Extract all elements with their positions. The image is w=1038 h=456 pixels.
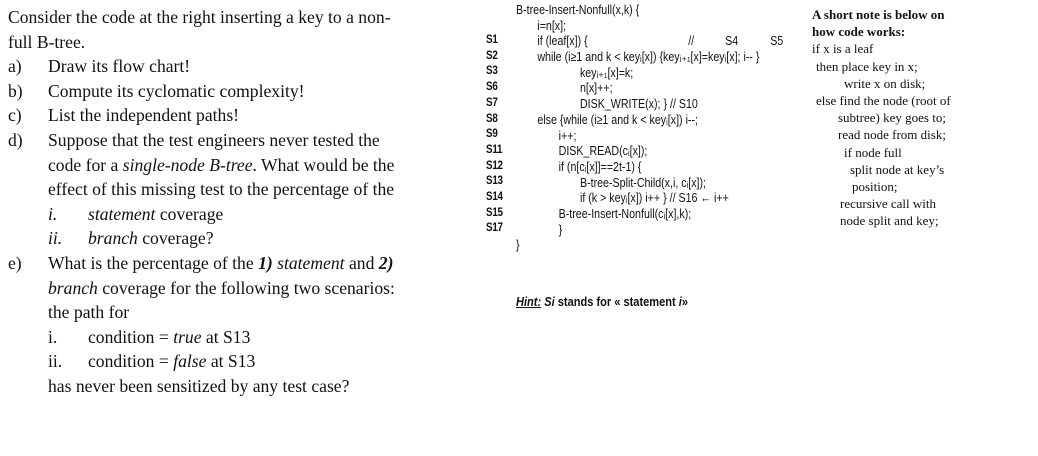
item-d-line-2-pre: code for a: [48, 154, 123, 175]
item-d-i: [8, 202, 478, 227]
item-a-text: Draw its flow chart!: [48, 56, 191, 77]
hint-post: »: [681, 294, 688, 309]
code-note: [812, 6, 982, 230]
hint-si: Si: [544, 294, 555, 309]
item-e-line-1-pre: What is the percentage of the: [48, 252, 259, 273]
note-line: then place key in x;: [816, 58, 918, 74]
hint-mid: stands for « statement: [554, 294, 679, 309]
item-e-line-2-em: branch: [48, 277, 98, 298]
code-line: i=n[x];: [537, 17, 567, 33]
question-text: [8, 5, 478, 399]
item-e-i-label: i.: [48, 326, 58, 347]
item-d-line-2-post: . What would be the: [252, 154, 395, 175]
item-e-line-3: the path for: [48, 302, 130, 323]
code-listing: [516, 2, 784, 253]
item-e-line-1-em2: statement: [277, 252, 345, 273]
item-c-label: c): [8, 105, 22, 126]
note-line: if node full: [844, 144, 902, 160]
statement-label: S2: [486, 47, 498, 62]
code-header: B-tree-Insert-Nonfull(x,k) {: [516, 2, 640, 17]
statement-label: S6: [486, 79, 498, 94]
item-b-text: Compute its cyclomatic complexity!: [48, 80, 305, 101]
note-line: split node at key’s: [850, 161, 945, 177]
statement-label: S17: [486, 220, 503, 235]
code-s5-label: S5: [770, 33, 784, 49]
statement-label: S8: [486, 110, 498, 125]
statement-label: S13: [486, 173, 503, 188]
item-d-line-1: Suppose that the test engineers never tested the: [48, 129, 380, 150]
code-line: while (i≥1 and k < keyᵢ[x]) {keyᵢ₊₁[x]=keyᵢ[x]; i-- }: [537, 49, 760, 65]
item-e-ii-post: at S13: [206, 351, 256, 372]
item-e-line-2-post: coverage for the following two scenarios:: [97, 277, 395, 298]
statement-label: S12: [486, 157, 503, 172]
item-d-i-em: statement: [88, 203, 156, 224]
statement-label: S7: [486, 94, 498, 109]
note-line: if x is a leaf: [812, 41, 874, 57]
item-d-line-3: effect of this missing test to the percentage of the: [48, 179, 395, 200]
statement-label: S3: [486, 63, 498, 78]
code-comment-mark: //: [688, 33, 695, 49]
note-line: write x on disk;: [844, 75, 926, 91]
item-d-line-2: [8, 153, 478, 178]
note-line: else find the node (root of: [816, 93, 951, 109]
code-line: B-tree-Insert-Nonfull(cᵢ[x],k);: [558, 205, 692, 221]
note-title-1: A short note is below on: [812, 7, 945, 22]
item-d-ii-label: ii.: [48, 228, 63, 249]
item-d-ii-text: coverage?: [137, 228, 214, 249]
code-s4-label: S4: [725, 33, 739, 49]
statement-label: S1: [486, 32, 498, 46]
code-line: }: [558, 221, 563, 237]
item-e: [8, 251, 478, 276]
item-e-i-post: at S13: [201, 326, 251, 347]
item-e-line-1-mid: and: [344, 252, 379, 273]
statement-label: S14: [486, 189, 503, 204]
code-line: keyᵢ₊₁[x]=k;: [579, 64, 634, 80]
item-e-label: e): [8, 252, 22, 273]
item-e-ii-em: false: [173, 351, 207, 372]
item-b-label: b): [8, 80, 23, 101]
code-line: DISK_READ(cᵢ[x]);: [558, 143, 648, 159]
item-e-i-pre: condition =: [88, 326, 174, 347]
note-line: read node from disk;: [838, 127, 946, 143]
item-d-ii: [8, 226, 478, 251]
code-line: i++;: [558, 127, 577, 143]
item-e-ii-pre: condition =: [88, 351, 174, 372]
item-c-text: List the independent paths!: [48, 105, 240, 126]
item-d-label: d): [8, 129, 23, 150]
closing-line: has never been sensitized by any test case?: [48, 375, 350, 396]
code-line: if (n[cᵢ[x]]==2t-1) {: [558, 158, 642, 174]
item-d-line-2-em: single-node B-tree: [122, 154, 253, 175]
code-line-text: if (leaf[x]) {: [537, 33, 588, 49]
code-line: }: [516, 237, 520, 253]
intro-line-2: full B-tree.: [8, 31, 86, 52]
hint-i: i: [678, 294, 682, 309]
item-d: [8, 128, 478, 153]
item-c: [8, 103, 478, 128]
note-line: recursive call with: [840, 196, 937, 212]
statement-label: S15: [486, 204, 503, 219]
hint-label: Hint:: [516, 294, 542, 309]
note-title-2: how code works:: [812, 24, 906, 40]
hint: [516, 294, 688, 309]
statement-labels: [486, 32, 503, 236]
item-e-i: [8, 325, 478, 350]
item-e-ii-label: ii.: [48, 351, 63, 372]
item-e-line-1-em1: 1): [258, 252, 273, 273]
note-line: subtree) key goes to;: [838, 110, 946, 126]
item-a-label: a): [8, 56, 22, 77]
item-a: [8, 54, 478, 79]
item-d-i-text: coverage: [155, 203, 224, 224]
item-d-i-label: i.: [48, 203, 58, 224]
code-line: if (k > keyᵢ[x]) i++ } // S16 ← i++: [579, 190, 729, 206]
code-line: B-tree-Split-Child(x,i, cᵢ[x]);: [579, 174, 707, 190]
statement-label: S11: [486, 141, 503, 156]
note-line: node split and key;: [840, 213, 939, 229]
item-d-ii-em: branch: [88, 228, 138, 249]
code-line: DISK_WRITE(x); } // S10: [579, 96, 698, 112]
item-e-ii: [8, 349, 478, 374]
item-b: [8, 79, 478, 104]
code-line: n[x]++;: [579, 80, 613, 96]
statement-label: S9: [486, 126, 498, 141]
item-e-line-1-em3: 2): [378, 252, 394, 273]
note-line: position;: [852, 179, 898, 195]
intro-line-1: Consider the code at the right inserting a key to a non-: [8, 7, 391, 27]
code-line-leaf: [516, 33, 784, 49]
item-e-line-2: [8, 276, 478, 301]
item-e-i-em: true: [173, 326, 202, 347]
code-line: else {while (i≥1 and k < keyᵢ[x]) i--;: [537, 111, 699, 127]
